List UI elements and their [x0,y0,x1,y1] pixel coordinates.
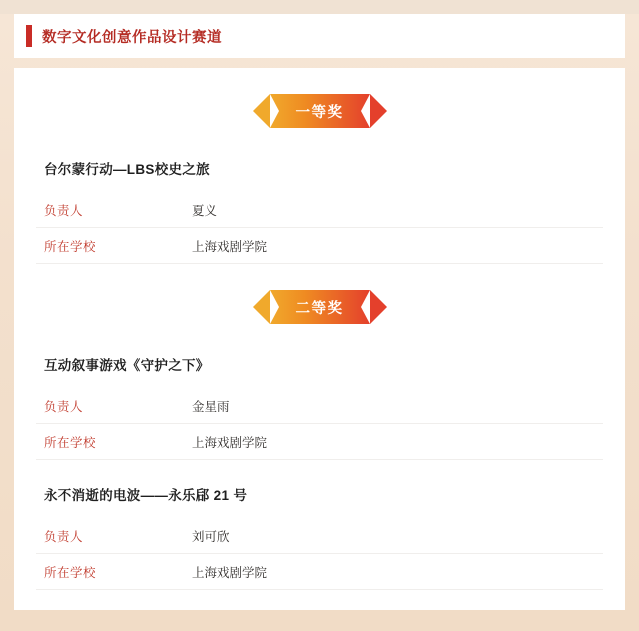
award-ribbon-label: 二等奖 [295,300,344,317]
entry-school-label: 所在学校 [44,565,97,580]
award-entry [36,330,603,460]
entry-school-value: 上海戏剧学院 [192,239,268,254]
section-header [14,14,625,58]
page-title: 数字文化创意作品设计赛道 [42,29,222,46]
section-accent-bar [26,25,32,47]
entry-school-row [36,554,603,590]
award-ribbon-first-prize [270,94,370,128]
awards-card [14,68,625,610]
entry-leader-label: 负责人 [44,203,84,218]
award-ribbon-row [36,264,603,330]
entry-title: 台尔蒙行动—LBS校史之旅 [44,162,210,177]
entry-school-value: 上海戏剧学院 [192,435,268,450]
award-ribbon-row [36,68,603,134]
entry-leader-row [36,388,603,424]
entry-leader-label: 负责人 [44,399,84,414]
ribbon-notch-right-icon [361,290,370,324]
entry-school-row [36,424,603,460]
award-entry [36,460,603,590]
entry-leader-row [36,518,603,554]
entry-leader-label: 负责人 [44,529,84,544]
entry-school-value: 上海戏剧学院 [192,565,268,580]
award-entry [36,134,603,264]
ribbon-notch-right-icon [361,94,370,128]
award-ribbon-label: 一等奖 [295,104,344,121]
award-ribbon-second-prize [270,290,370,324]
entry-leader-value: 刘可欣 [192,529,230,544]
entry-title: 互动叙事游戏《守护之下》 [44,358,210,373]
page-root [0,14,639,631]
entry-leader-row [36,192,603,228]
entry-school-label: 所在学校 [44,435,97,450]
entry-school-label: 所在学校 [44,239,97,254]
entry-title: 永不消逝的电波——永乐郈 21 号 [44,488,248,503]
ribbon-notch-left-icon [270,290,279,324]
entry-leader-value: 金星雨 [192,399,230,414]
entry-school-row [36,228,603,264]
ribbon-notch-left-icon [270,94,279,128]
entry-leader-value: 夏义 [192,203,218,218]
